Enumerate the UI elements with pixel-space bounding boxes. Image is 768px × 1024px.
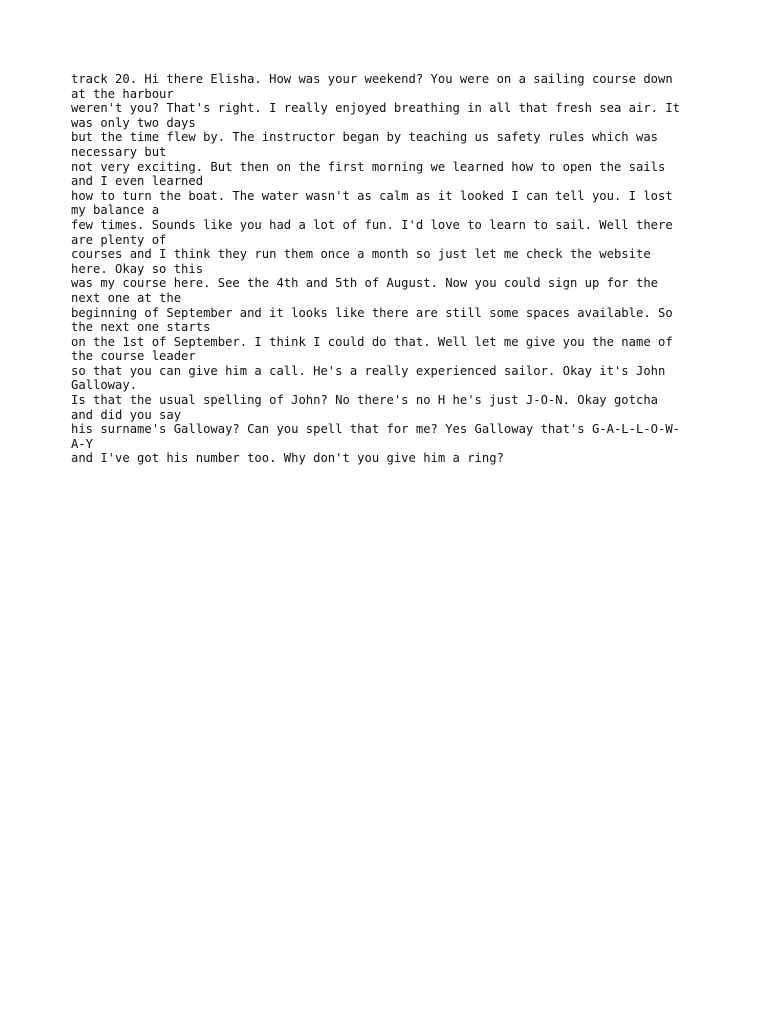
text-line: how to turn the boat. The water wasn't as calm as it looked I can tell you. I lost (71, 188, 673, 203)
text-line: here. Okay so this (71, 261, 204, 276)
text-line: his surname's Galloway? Can you spell that for me? Yes Galloway that's G-A-L-L-O-W- (71, 422, 681, 437)
text-line: few times. Sounds like you had a lot of fun. I'd love to learn to sail. Well there (71, 217, 673, 232)
text-line: and did you say (71, 407, 182, 422)
text-line: the next one starts (71, 320, 211, 335)
text-line: are plenty of (71, 232, 167, 247)
text-line: was only two days (71, 115, 196, 130)
text-line: the course leader (71, 349, 196, 364)
text-line: at the harbour (71, 86, 174, 101)
text-line: A-Y (71, 436, 94, 451)
transcript-page (71, 72, 701, 466)
text-line: and I even learned (71, 174, 204, 189)
text-line: my balance a (71, 203, 160, 218)
text-line: and I've got his number too. Why don't you give him a ring? (71, 451, 504, 466)
text-line: but the time flew by. The instructor began by teaching us safety rules which was (71, 130, 658, 145)
text-line: track 20. Hi there Elisha. How was your weekend? You were on a sailing course down (71, 72, 673, 86)
text-line: necessary but (71, 144, 167, 159)
text-line: beginning of September and it looks like there are still some spaces available. So (71, 305, 673, 320)
text-line: on the 1st of September. I think I could do that. Well let me give you the name of (71, 334, 673, 349)
text-line: next one at the (71, 290, 182, 305)
text-line: so that you can give him a call. He's a really experienced sailor. Okay it's John (71, 363, 666, 378)
text-line: weren't you? That's right. I really enjoyed breathing in all that fresh sea air. It (71, 101, 681, 116)
text-line: courses and I think they run them once a month so just let me check the website (71, 247, 651, 262)
text-line: Is that the usual spelling of John? No there's no H he's just J-O-N. Okay gotcha (71, 393, 658, 408)
text-line: was my course here. See the 4th and 5th of August. Now you could sign up for the (71, 276, 658, 291)
text-line: Galloway. (71, 378, 138, 393)
text-line: not very exciting. But then on the first morning we learned how to open the sails (71, 159, 666, 174)
